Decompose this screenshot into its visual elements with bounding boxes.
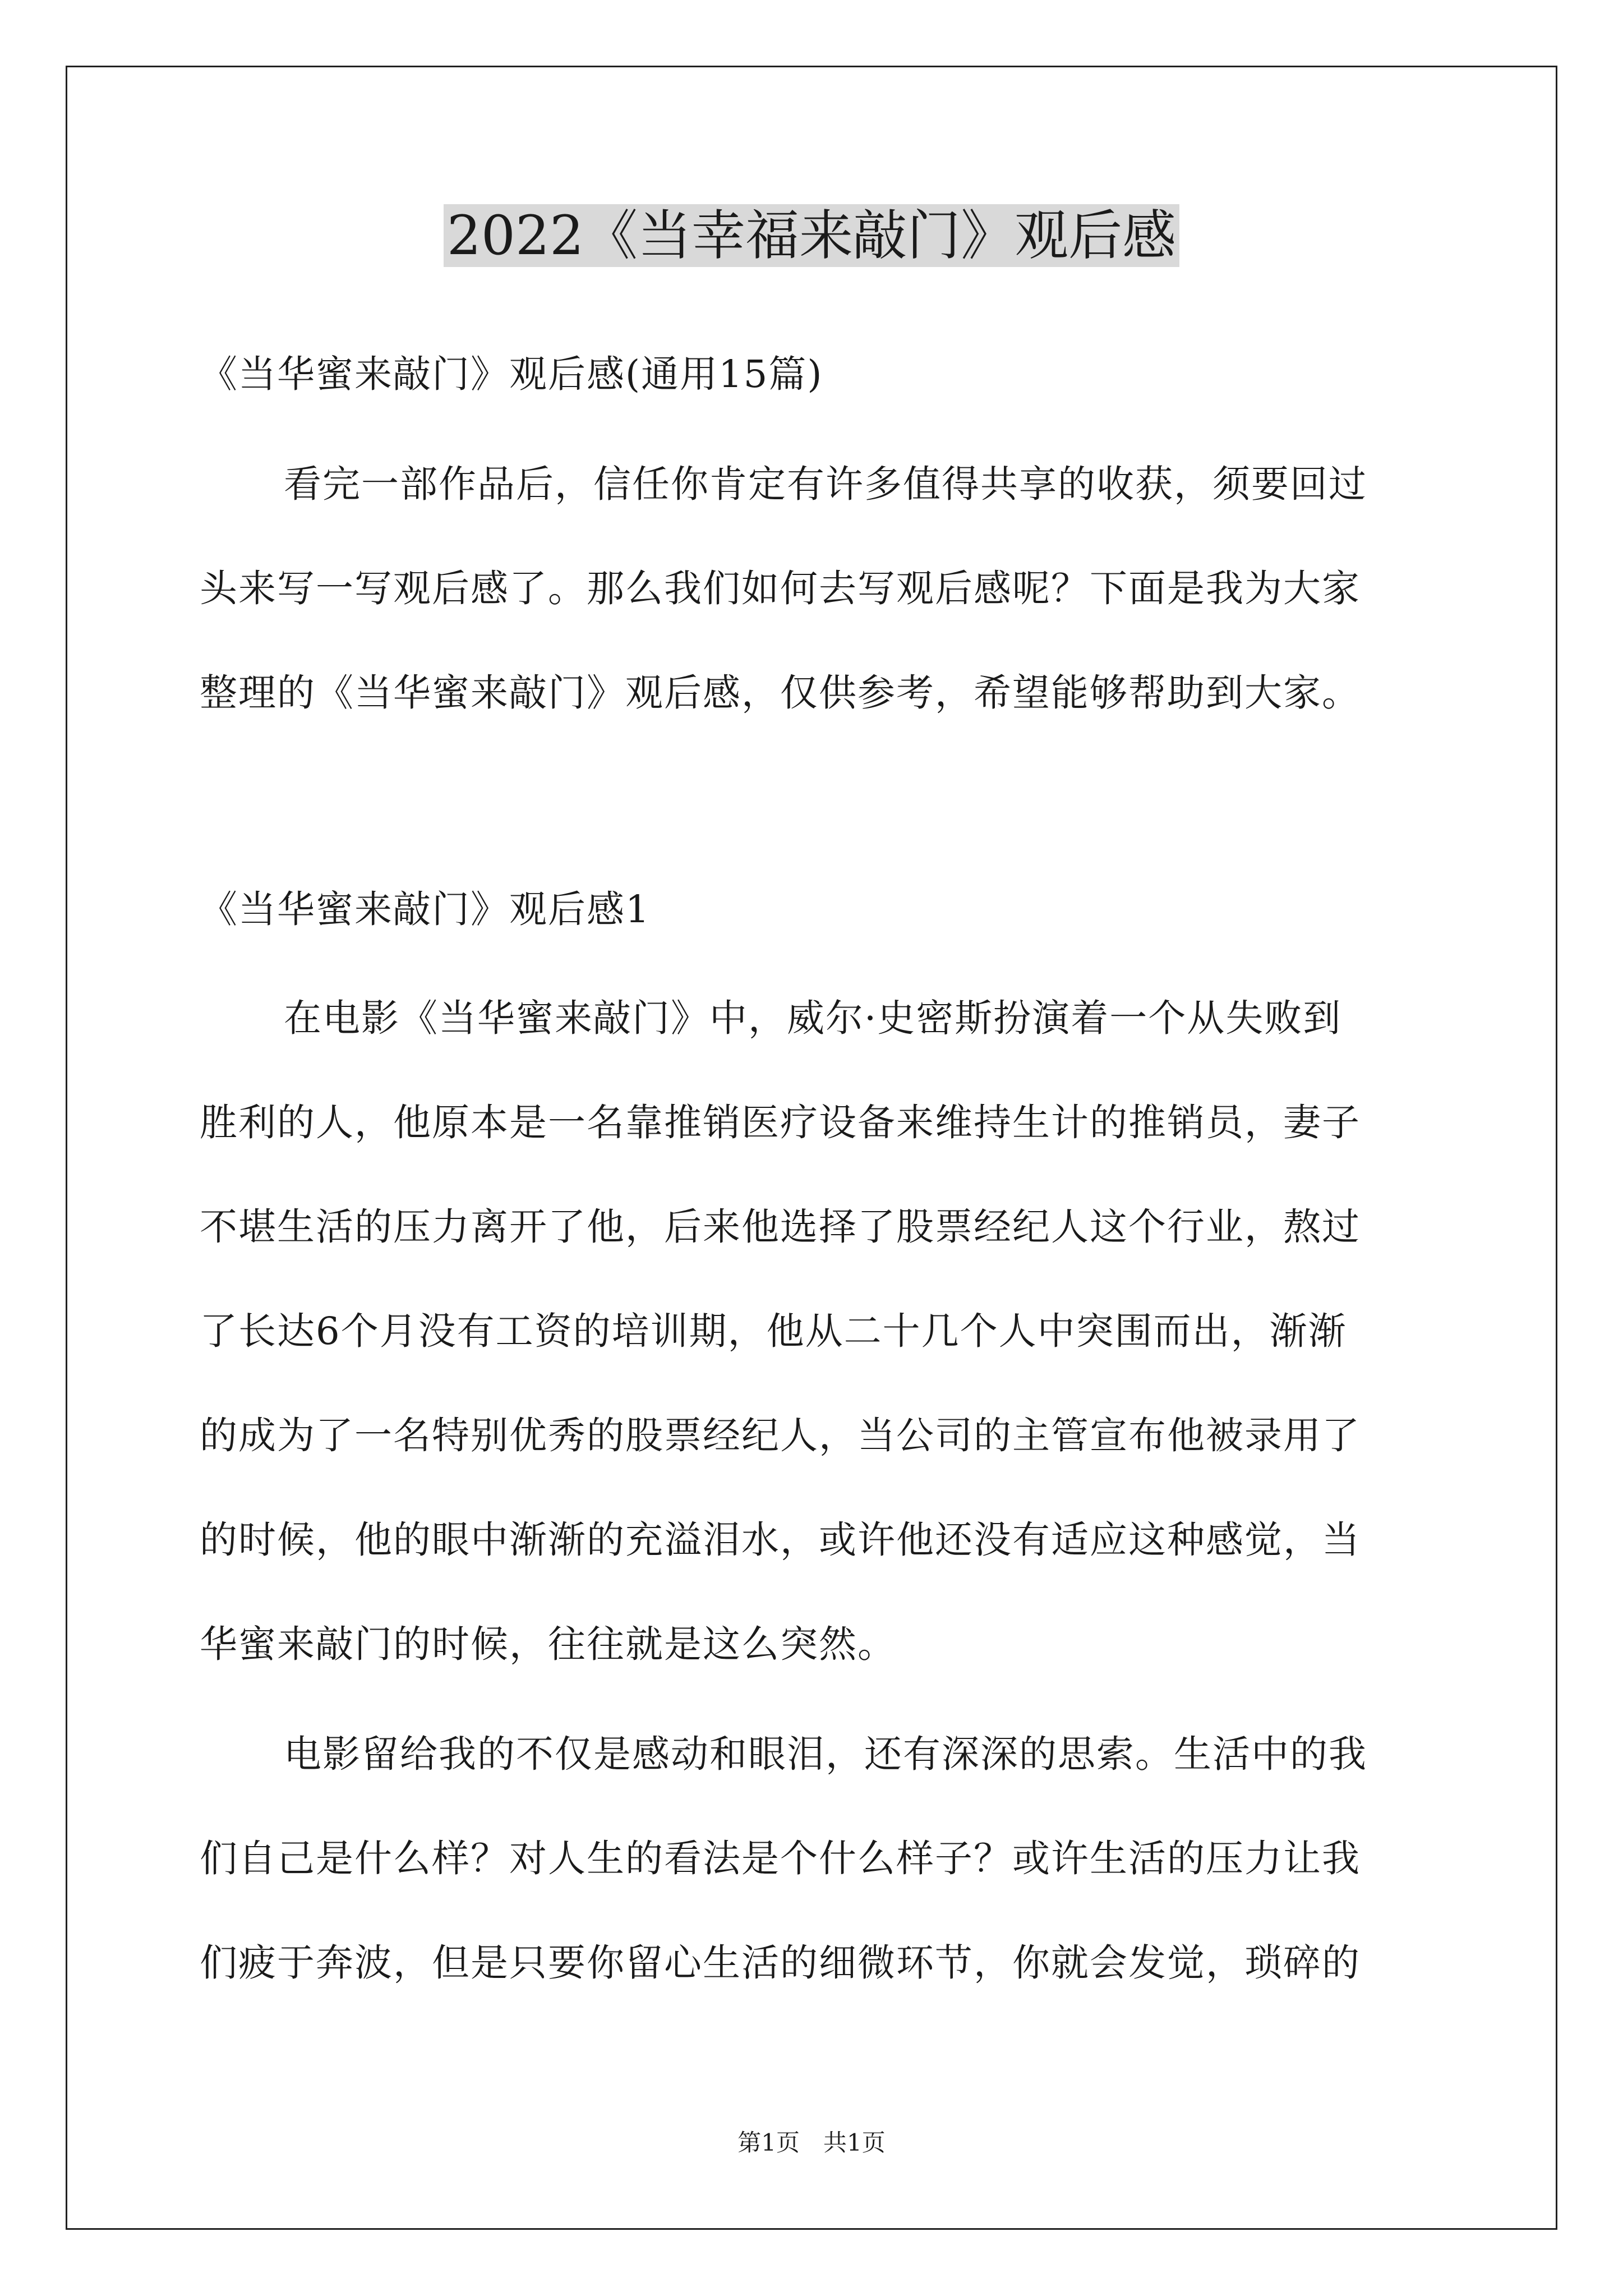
paragraph-line: 电影留给我的不仅是感动和眼泪，还有深深的思索。生活中的我 — [284, 1732, 1367, 1776]
paragraph-line: 不堪生活的压力离开了他，后来他选择了股票经纪人这个行业，熬过 — [200, 1205, 1361, 1249]
section-heading: 《当华蜜来敲门》观后感1 — [200, 887, 651, 931]
paragraph-line: 的成为了一名特别优秀的股票经纪人，当公司的主管宣布他被录用了 — [200, 1414, 1361, 1457]
intro-line: 看完一部作品后，信任你肯定有许多值得共享的收获，须要回过 — [284, 462, 1367, 506]
paragraph-line: 们疲于奔波，但是只要你留心生活的细微环节，你就会发觉，琐碎的 — [200, 1941, 1361, 1985]
subtitle: 《当华蜜来敲门》观后感(通用15篇) — [200, 352, 823, 396]
document-title-text: 2022《当幸福来敲门》观后感 — [444, 204, 1179, 267]
paragraph-line: 胜利的人，他原本是一名靠推销医疗设备来维持生计的推销员，妻子 — [200, 1101, 1361, 1144]
paragraph-line: 了长达6个月没有工资的培训期，他从二十几个人中突围而出，渐渐 — [200, 1309, 1347, 1353]
intro-line: 头来写一写观后感了。那么我们如何去写观后感呢？下面是我为大家 — [200, 567, 1361, 610]
document-title — [0, 196, 1623, 275]
paragraph-line: 华蜜来敲门的时候，往往就是这么突然。 — [200, 1622, 896, 1666]
intro-line: 整理的《当华蜜来敲门》观后感，仅供参考，希望能够帮助到大家。 — [200, 671, 1361, 715]
page-footer: 第1页 共1页 — [737, 2129, 886, 2156]
paragraph-line: 们自己是什么样？对人生的看法是个什么样子？或许生活的压力让我 — [200, 1837, 1361, 1880]
paragraph-line: 的时候，他的眼中渐渐的充溢泪水，或许他还没有适应这种感觉，当 — [200, 1518, 1361, 1562]
paragraph-line: 在电影《当华蜜来敲门》中，威尔·史密斯扮演着一个从失败到 — [284, 996, 1342, 1040]
